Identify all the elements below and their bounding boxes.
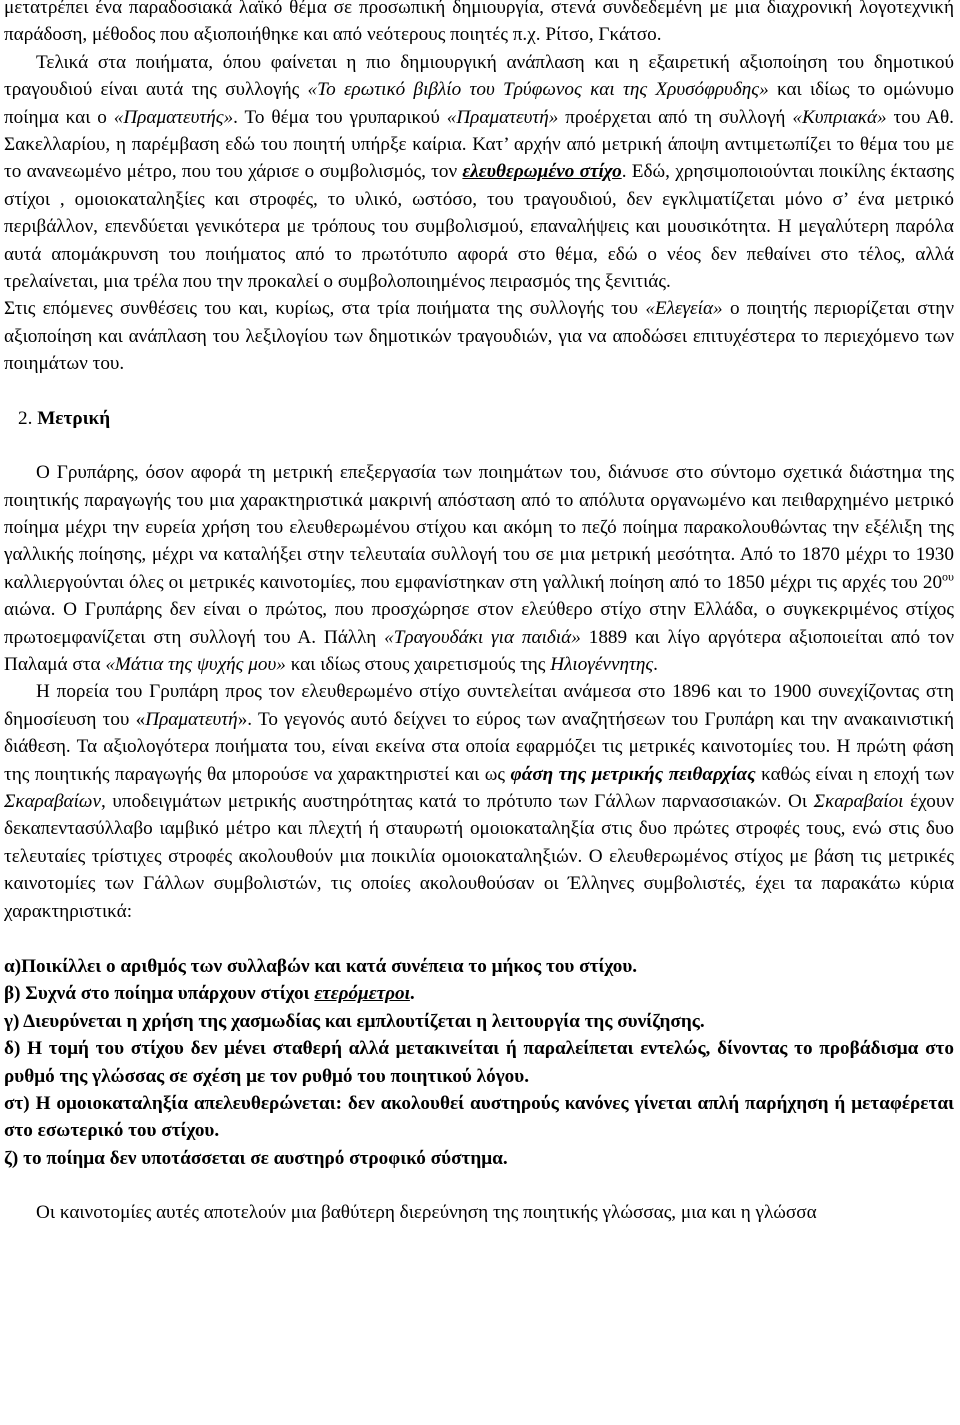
emphasis-term: ελευθερωμένο στίχο <box>462 161 622 183</box>
paragraph-metrics-intro <box>4 459 954 678</box>
text-run: Ο Γρυπάρης, όσον αφορά τη μετρική επεξεργασία των ποιημάτων του, διάνυσε στο σύντομο σχετικά διάστημα της ποιητικής παραγωγής του μια χαρακτηριστικά μακρινή απόσταση από το απόλυτα οργανωμένο και πειθαρχημένο μετρικό ποίημα μέχρι την ευρεία χρήση του ελευθερωμένου στίχου και ακόμη το πεζό ποίημα παρακολουθώντας την εξέλιξη της γαλλικής ποίησης, μέχρι να καταλήξει στην τελευταία συλλογή του σε μια μετρική μεσότητα. Από το 1870 μέχρι το 1930 καλλιεργούνται όλες οι μετρικές καινοτομίες, που εμφανίστηκαν στη γαλλική ποίηση από το 1850 μέχρι τις αρχές του 20 <box>4 462 954 593</box>
text-run: καθώς είναι η εποχή των <box>755 763 954 785</box>
paragraph-elegies <box>4 295 954 377</box>
text-run: Οι καινοτομίες αυτές αποτελούν μια βαθύτερη διερεύνηση της ποιητικής γλώσσας, μια και η γλώσσα <box>36 1202 817 1224</box>
feature-item-c: γ) Διευρύνεται η χρήση της χασμωδίας και εμπλουτίζεται η λειτουργία της συνίζησης. <box>4 1010 705 1032</box>
italic-title: «Κυπριακά» <box>792 106 887 128</box>
emphasis-term: ετερόμετροι <box>314 983 410 1005</box>
paragraph-continuation <box>4 0 954 49</box>
feature-item-a: α)Ποικίλλει ο αριθμός των συλλαβών και κατά συνέπεια το μήκος του στίχου. <box>4 956 638 977</box>
section-title: Μετρική <box>37 407 111 429</box>
italic-title: Σκαραβαίοι <box>813 790 904 812</box>
text-run: και ιδίως το ομώνυμο ποίημα και ο <box>4 79 954 128</box>
italic-title: «Τραγουδάκι για παιδιά» <box>384 626 581 648</box>
italic-title: «Πραματευτή» <box>446 106 559 128</box>
text-run: ». Το γεγονός αυτό δείχνει το εύρος των αναζητήσεων του Γρυπάρη και την ανακαινιστική διάθεση. Τα αξιολογότερα ποιήματα του, είναι εκείνα στα οποία εφαρμόζει τις μετρικές καινοτομίες του. Η πρώτη φάση της ποιητικής παραγωγής θα μπορούσε να χαρακτηριστεί και ως <box>4 708 955 785</box>
paragraph-free-verse <box>4 678 954 925</box>
text-run: και ιδίως στους χαιρετισμούς της <box>285 653 551 675</box>
section-heading <box>4 405 954 432</box>
feature-item-d: δ) Η τομή του στίχου δεν μένει σταθερή αλλά μετακινείται ή παραλείπεται εντελώς, δίνοντας το προβάδισμα στο ρυθμό της γλώσσας σε σχέση με τον ρυθμό του ποιητικού λόγου. <box>4 1038 954 1087</box>
emphasis-term: φάση της μετρικής πειθαρχίας <box>510 763 756 785</box>
italic-title: Πραματευτή <box>145 708 238 730</box>
italic-title: Σκαραβαίων <box>4 790 101 812</box>
text-run: . <box>409 983 415 1005</box>
text-run: ο ποιητής περιορίζεται στην αξιοποίηση και ανάπλαση του λεξιλογίου των δημοτικών τραγουδιών, για να αποδώσει επιτυχέστερα το περιεχόμενο των ποιημάτων του. <box>4 298 954 375</box>
text-run: προέρχεται από τη συλλογή <box>558 106 793 128</box>
document-page <box>4 0 954 1227</box>
text-run: . <box>653 653 658 675</box>
italic-title: Ηλιογέννητης <box>550 653 654 675</box>
text-run: , υποδειγμάτων μετρικής αυστηρότητας κατά το πρότυπο των Γάλλων παρνασσιακών. Οι <box>101 790 814 812</box>
features-list <box>4 953 954 1172</box>
text-run: μετατρέπει ένα παραδοσιακά λαϊκό θέμα σε προσωπική δημιουργία, στενά συνδεδεμένη με μια διαχρονική λογοτεχνική παράδοση, μέθοδος που αξιοποιήθηκε και από νεότερους ποιητές π.χ. Ρίτσο, Γκάτσο. <box>4 0 954 46</box>
text-run: 1889 και λίγο αργότερα αξιοποιείται από τον Παλαμά στα <box>4 626 954 675</box>
italic-title: «Πραματευτής» <box>113 106 234 128</box>
italic-title: «Το ερωτικό βιβλίο του Τρύφωνος και της Χρυσόφρυδης» <box>307 79 769 101</box>
text-run: αιώνα. Ο Γρυπάρης δεν είναι ο πρώτος, που προσχώρησε στον ελεύθερο στίχο στην Ελλάδα, ο συγκεκριμένος στίχος πρωτοεμφανίζεται στη συλλογή του Α. Πάλλη <box>4 599 954 648</box>
paragraph-innovations <box>4 1199 954 1226</box>
text-run: Η πορεία του Γρυπάρη προς τον ελευθερωμένο στίχο συντελείται ανάμεσα στο 1896 και το 1900 συνεχίζοντας στη δημοσίευση του « <box>4 681 954 730</box>
text-run: β) Συχνά στο ποίημα υπάρχουν στίχοι <box>4 983 315 1005</box>
feature-item-f: ζ) το ποίημα δεν υποτάσσεται σε αυστηρό στροφικό σύστημα. <box>4 1147 508 1169</box>
italic-title: «Ελεγεία» <box>645 298 723 320</box>
feature-item-b <box>4 980 954 1007</box>
section-number: 2. <box>18 407 33 429</box>
italic-title: «Μάτια της ψυχής μου» <box>105 653 286 675</box>
text-run: . Εδώ, χρησιμοποιούνται ποικίλης έκτασης στίχοι , ομοιοκαταληξίες και στροφές, το υλικό, ωστόσο, του τραγουδιού, δεν εγκλιματίζεται μόνο σ’ ένα μετρικό περιβάλλον, επενδύεται γενικότερα με τρόπους του συμβολισμού, επαναλήψεις και μουσικότητα. Η μεγαλύτερη παρόλα αυτά απομάκρυνση του ποιήματος από το πρωτότυπο αφορά στο θέμα, εδώ ο νέος δεν πεθαίνει στο τέλος, αλλά τρελαίνεται, μια τρέλα που την προκαλεί ο συμβολοποιημένος πειρασμός της ξενιτιάς. <box>4 161 954 293</box>
text-run: Τελικά στα ποιήματα, όπου φαίνεται η πιο δημιουργική ανάπλαση και η εξαιρετική αξιοποίηση του δημοτικού τραγουδιού είναι αυτά της συλλογής <box>4 51 954 101</box>
superscript: ου <box>942 569 954 584</box>
text-run: του Αθ. Σακελλαρίου, η παρέμβαση εδώ του ποιητή υπήρξε καίρια. Κατ’ αρχήν από μετρική άποψη αντιμετωπίζει το θέμα του με το ανανεωμένο μέτρο, που του χάρισε ο συμβολισμός, τον <box>4 106 954 183</box>
text-run: Στις επόμενες συνθέσεις του και, κυρίως, στα τρία ποιήματα της συλλογής του <box>4 298 646 320</box>
text-run: έχουν δεκαπεντασύλλαβο ιαμβικό μέτρο και πλεχτή ή σταυρωτή ομοιοκαταληξία στις δυο πρώτες στροφές τους, ενώ στις δυο τελευταίες τρίστιχες στροφές ακολουθούν μια ποικιλία ομοιοκαταληξιών. Ο ελευθερωμένος στίχος με βάση τις μετρικές καινοτομίες των Γάλλων συμβολιστών, τις οποίες ακολουθούσαν οι Έλληνες συμβολιστές, έχει τα παρακάτω κύρια χαρακτηριστικά: <box>4 790 954 922</box>
paragraph-erotic-book <box>4 49 954 296</box>
text-run: . Το θέμα του γρυπαρικού <box>233 106 447 128</box>
feature-item-e: στ) Η ομοιοκαταληξία απελευθερώνεται: δεν ακολουθεί αυστηρούς κανόνες γίνεται απλή παρήχηση ή μεταφέρεται στο εσωτερικό του στίχου. <box>4 1093 954 1142</box>
